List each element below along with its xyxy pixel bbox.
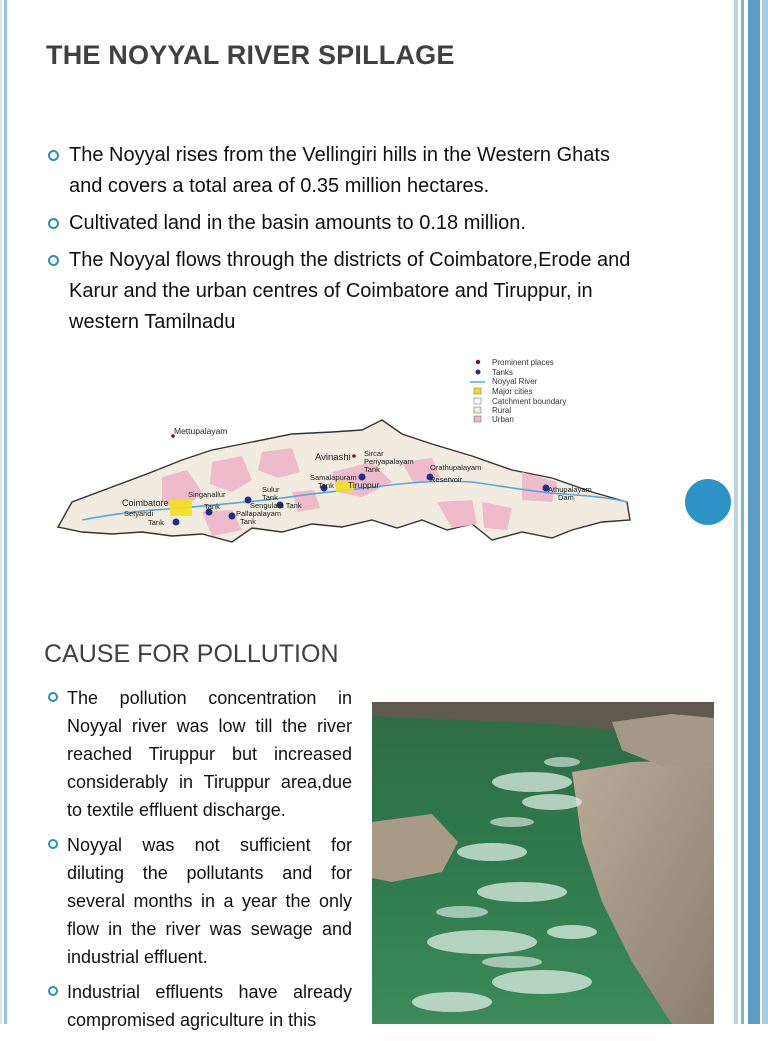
map-label: Tiruppur xyxy=(348,480,380,490)
list-item: The pollution concentration in Noyyal river was low till the river reached Tiruppur but increased considerably in Tiruppur area,due to textile effluent discharge. xyxy=(46,684,352,824)
bullet-circle-icon xyxy=(48,692,58,702)
legend-tank-icon xyxy=(476,370,481,375)
decorative-rail xyxy=(734,0,738,1024)
legend-label: Prominent places xyxy=(492,358,554,367)
decorative-rail xyxy=(741,0,744,1024)
map-legend xyxy=(470,358,566,424)
bullet-circle-icon xyxy=(48,839,58,849)
map-label: Sengulam Tank xyxy=(250,501,302,510)
map-label: Samalapuram xyxy=(310,473,357,482)
cause-bullet-list xyxy=(46,684,352,1041)
map-label: Mettupalayam xyxy=(174,426,228,436)
map-label: Sircar xyxy=(364,449,384,458)
city-coimbatore xyxy=(170,500,192,516)
decorative-rail xyxy=(748,0,760,1024)
bullet-circle-icon xyxy=(48,218,59,229)
noyyal-basin-map xyxy=(52,352,636,562)
legend-label: Major cities xyxy=(492,387,533,396)
list-item: The Noyyal rises from the Vellingiri hills in the Western Ghats and covers a total area of 0.35 million hectares. xyxy=(46,140,646,202)
legend-label: Rural xyxy=(492,406,512,415)
legend-rural-icon xyxy=(474,407,481,413)
legend-label: Tanks xyxy=(492,368,513,377)
map-label: Periyapalayam xyxy=(364,457,414,466)
map-label: Reservoir xyxy=(430,475,463,484)
map-label: Tank xyxy=(240,517,256,526)
slide-title: THE NOYYAL RIVER SPILLAGE xyxy=(46,40,455,70)
map-label: Setyandi xyxy=(124,509,154,518)
map-label: Singanallur xyxy=(188,490,226,499)
slide-border-outer xyxy=(0,0,2,1024)
legend-label: Urban xyxy=(492,415,514,424)
polluted-river-photo xyxy=(372,702,714,1024)
map-label: Tank xyxy=(364,465,380,474)
list-item: Cultivated land in the basin amounts to 0.18 million. xyxy=(46,208,646,239)
legend-urban-icon xyxy=(474,416,481,422)
legend-place-icon xyxy=(476,360,480,364)
list-item: The Noyyal flows through the districts of Coimbatore,Erode and Karur and the urban centres of Coimbatore and Tiruppur, in western Tamilnadu xyxy=(46,245,646,338)
bullet-circle-icon xyxy=(48,150,59,161)
decorative-circle xyxy=(685,479,731,525)
map-label: Tank xyxy=(148,518,164,527)
map-label: Coimbatore xyxy=(122,498,169,508)
map-label: Pallapalayam xyxy=(236,509,282,518)
legend-label: Catchment boundary xyxy=(492,397,567,406)
map-label: Tank xyxy=(262,493,278,502)
map-label: Dam xyxy=(558,493,574,502)
map-label: Tank xyxy=(204,502,220,511)
decorative-rail xyxy=(762,0,768,1024)
list-item: Industrial effluents have already compromised agriculture in this xyxy=(46,978,352,1034)
legend-boundary-icon xyxy=(474,398,481,404)
list-item: Noyyal was not sufficient for diluting the pollutants and for several months in a year the only flow in the river was sewage and industrial effluent. xyxy=(46,831,352,971)
map-label: Sulur xyxy=(262,485,280,494)
section-heading: CAUSE FOR POLLUTION xyxy=(44,640,339,668)
map-label: Orathupalayam xyxy=(430,463,482,472)
intro-bullet-list xyxy=(46,140,646,344)
slide-border-left xyxy=(4,0,7,1024)
map-label: Tank xyxy=(318,481,334,490)
legend-city-icon xyxy=(474,388,481,394)
map-label: Avinashi xyxy=(315,452,351,463)
bullet-circle-icon xyxy=(48,255,59,266)
bullet-circle-icon xyxy=(48,986,58,996)
legend-label: Noyyal River xyxy=(492,377,538,386)
map-label: Athupalayam xyxy=(548,485,592,494)
